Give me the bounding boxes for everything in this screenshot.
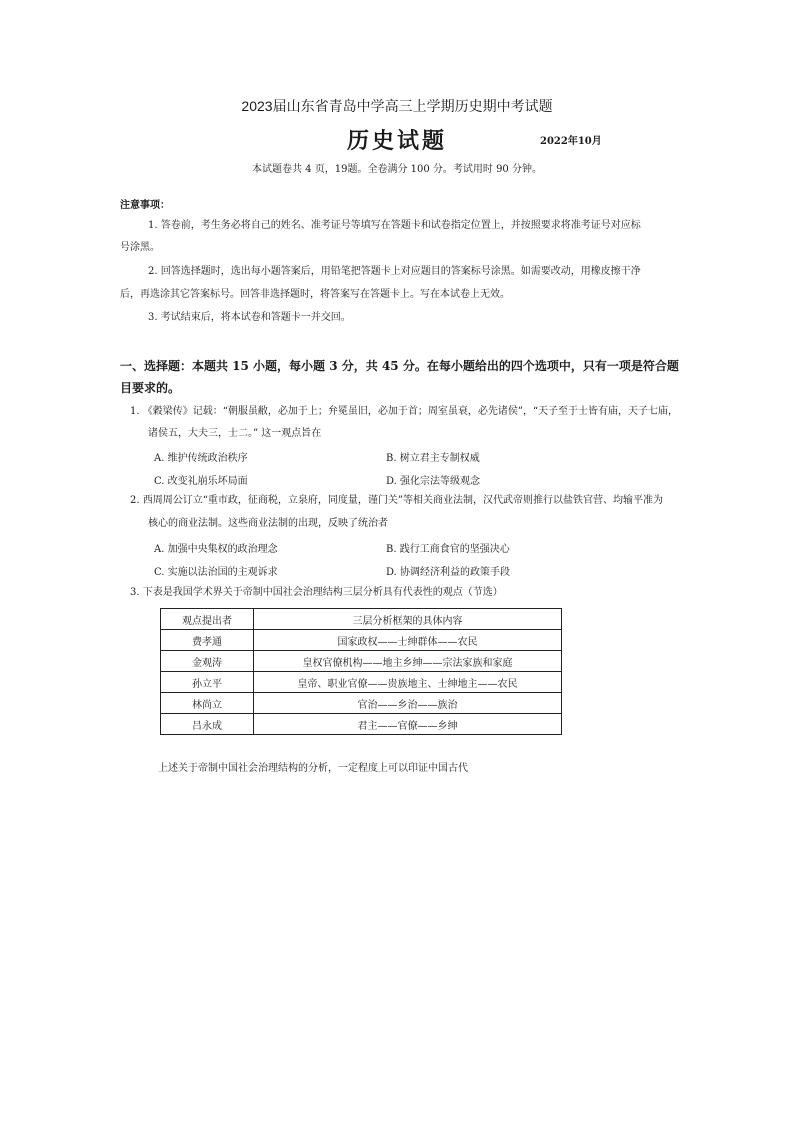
table-cell-content: 官治——乡治——族治 — [254, 693, 562, 714]
question-2-option-a: A. 加强中央集权的政治理念 — [154, 544, 278, 555]
table-cell-content: 皇权官僚机构——地主乡绅——宗法家族和家庭 — [254, 651, 562, 672]
table-cell-proposer: 吕永成 — [161, 714, 254, 735]
table-row — [161, 651, 562, 672]
notice-heading: 注意事项： — [120, 200, 170, 211]
section-heading-line1: 一、选择题：本题共 15 小题，每小题 3 分，共 45 分。在每小题给出的四个选项中，只有一项是符合题 — [120, 359, 679, 373]
exam-date: 2022年10月 — [540, 136, 602, 147]
question-2-option-d: D. 协调经济利益的政策手段 — [386, 567, 511, 578]
question-3-stem: 3. 下表是我国学术界关于帝制中国社会治理结构三层分析具有代表性的观点（节选） — [130, 587, 503, 598]
question-2-stem-cont: 核心的商业法制。这些商业法制的出现，反映了统治者 — [148, 518, 388, 529]
table-row — [161, 672, 562, 693]
notice-item-1: 1. 答卷前，考生务必将自己的姓名、准考证号等填写在答题卡和试卷指定位置上，并按照要求将准考证号对应标 — [148, 220, 641, 231]
question-1-option-c: C. 改变礼崩乐坏局面 — [154, 476, 248, 487]
table-header-content: 三层分析框架的具体内容 — [254, 609, 562, 630]
table-cell-proposer: 费孝通 — [161, 630, 254, 651]
table-cell-proposer: 孙立平 — [161, 672, 254, 693]
table-cell-content: 君主——官僚——乡绅 — [254, 714, 562, 735]
question-1-stem: 1. 《穀梁传》记载：“朝服虽敝，必加于上；弁冕虽旧，必加于首；周室虽衰，必先诸侯”，“天子至于士皆有庙，天子七庙， — [130, 406, 679, 417]
question-3-after: 上述关于帝制中国社会治理结构的分析，一定程度上可以印证中国古代 — [158, 763, 468, 774]
section-heading — [120, 355, 680, 399]
question-2-stem: 2. 西周周公订立“重市政，征商税，立泉府，同度量，谨门关”等相关商业法制，汉代武帝则推行以盐铁官营、均输平准为 — [130, 495, 663, 506]
notice-item-1-cont: 号涂黑。 — [120, 242, 160, 253]
question-2-option-c: C. 实施以法治国的主观诉求 — [154, 567, 278, 578]
table-header-proposer: 观点提出者 — [161, 609, 254, 630]
table-cell-proposer: 林尚立 — [161, 693, 254, 714]
question-1-option-a: A. 维护传统政治秩序 — [154, 453, 248, 464]
table-cell-content: 国家政权——士绅群体——农民 — [254, 630, 562, 651]
exam-info: 本试题卷共 4 页，19题。全卷满分 100 分。考试用时 90 分钟。 — [252, 164, 542, 175]
question-1-option-b: B. 树立君主专制权威 — [386, 453, 480, 464]
subject-title: 历史试题 — [346, 128, 447, 154]
question-2-option-b: B. 践行工商食官的坚强决心 — [386, 544, 510, 555]
table-cell-content: 皇帝、职业官僚——贵族地主、士绅地主——农民 — [254, 672, 562, 693]
section-heading-line2: 目要求的。 — [120, 381, 181, 395]
notice-item-2-cont: 后，再选涂其它答案标号。回答非选择题时，将答案写在答题卡上。写在本试卷上无效。 — [120, 289, 510, 300]
question-1-stem-cont: 诸侯五，大夫三，士二。” 这一观点旨在 — [148, 428, 322, 439]
governance-table — [160, 608, 562, 735]
table-cell-proposer: 金观涛 — [161, 651, 254, 672]
notice-item-2: 2. 回答选择题时，选出每小题答案后，用铅笔把答题卡上对应题目的答案标号涂黑。如需要改动，用橡皮擦干净 — [148, 266, 641, 277]
notice-item-3: 3. 考试结束后，将本试卷和答题卡一并交回。 — [148, 312, 351, 323]
table-header-row — [161, 609, 562, 630]
table-row — [161, 630, 562, 651]
question-1-option-d: D. 强化宗法等级观念 — [386, 476, 481, 487]
table-row — [161, 714, 562, 735]
table-row — [161, 693, 562, 714]
exam-title: 2023届山东省青岛中学高三上学期历史期中考试题 — [241, 98, 553, 114]
